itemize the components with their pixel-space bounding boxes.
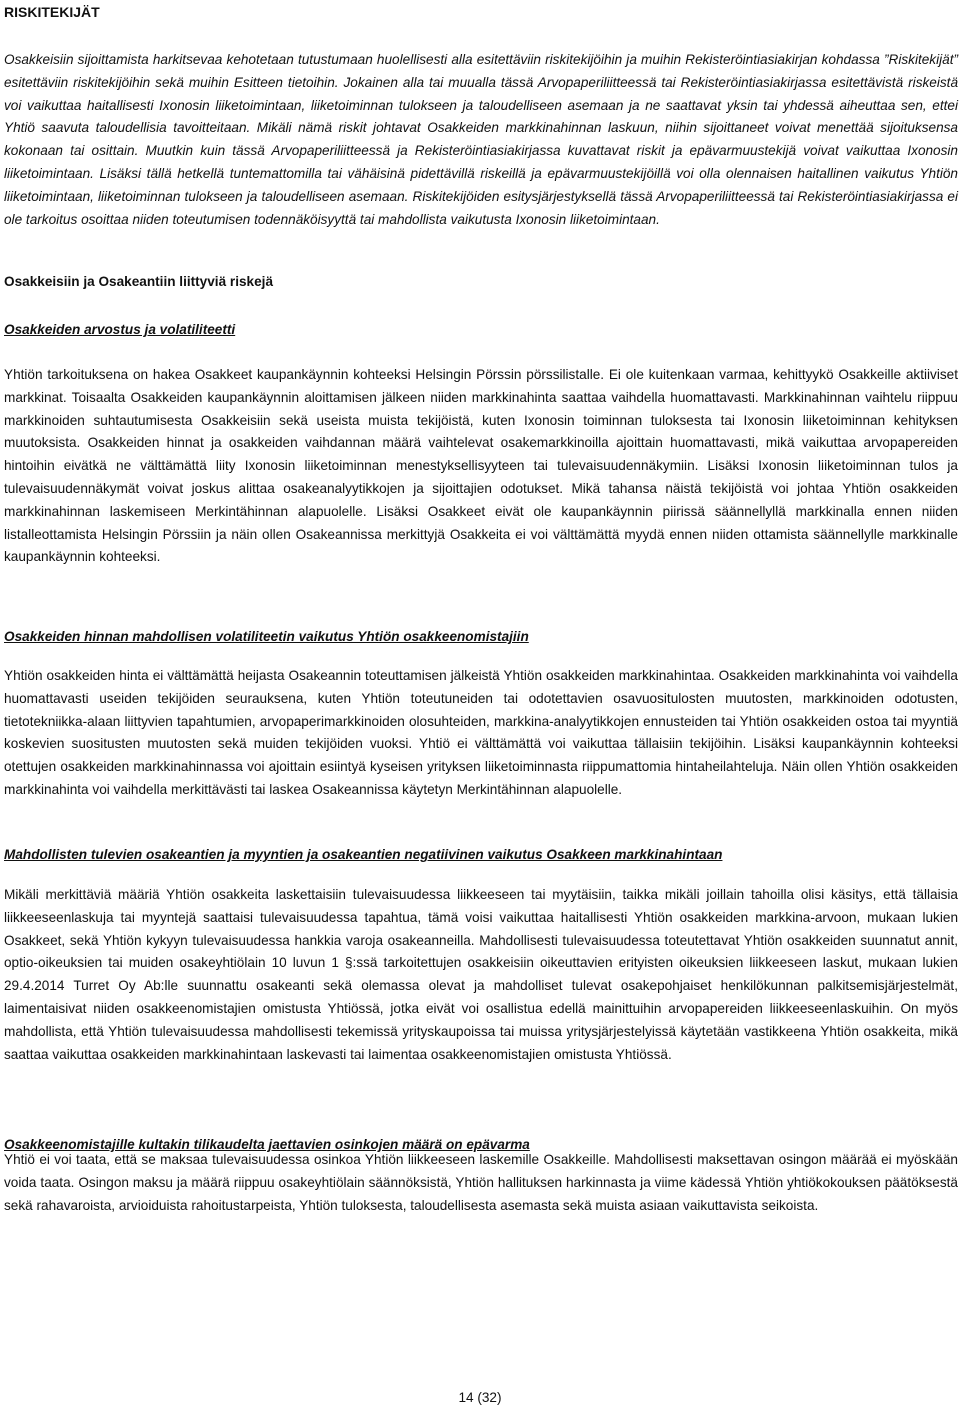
subsection-heading-valuation: Osakkeiden arvostus ja volatiliteetti [4,322,236,337]
subsection-heading-share-issues: Mahdollisten tulevien osakeantien ja myyntien ja osakeantien negatiivinen vaikutus Osakkeen markkinahintaan [4,847,723,862]
subsection-heading-volatility: Osakkeiden hinnan mahdollisen volatiliteetin vaikutus Yhtiön osakkeenomistajiin [4,629,529,644]
subsection-body-valuation: Yhtiön tarkoituksena on hakea Osakkeet kaupankäynnin kohteeksi Helsingin Pörssin pörssilistalle. Ei ole kuitenkaan varmaa, kehittyykö Osakkeille aktiiviset markkinat. Toisaalta Osakkeiden kaupankäynnin aloittamisen jälkeen niiden markkinahinta saattaa vaihdella huomattavasti. Markkinahinnan vaihtelu riippuu markkinoiden suhtautumisesta Osakkeisiin sekä useista muista tekijöistä, kuten Ixonosin toiminnan tuloksesta tai Ixonosin liiketoiminnan kehityksen muutoksista. Osakkeiden hinnat ja osakkeiden vaihdannan määrä vaihtelevat osakemarkkinoilla ajoittain huomattavasti, mikä vaikuttaa arvopapereiden hintoihin eivätkä ne välttämättä liity Ixonosin liiketoiminnan menestyksellisyyteen tai tulevaisuudennäkymiin. Lisäksi Ixonosin liiketoiminnan tulos ja tulevaisuudennäkymät voivat joskus alittaa osakeanalyytikkojen ja sijoittajien odotukset. Mikä tahansa näistä tekijöistä voi johtaa Yhtiön osakkeiden markkinahinnan laskemiseen Merkintähinnan alapuolelle. Lisäksi Osakkeet eivät ole kaupankäynnin piirissä säännellyllä markkinalla ennen niiden listalleottamista Helsingin Pörssiin ja näin ollen Osakeannissa merkittyjä Osakkeita ei voi välttämättä myydä ennen niiden ottamista säännellylle markkinalle kaupankäynnin kohteeksi. [4,367,958,565]
subsection-body-volatility: Yhtiön osakkeiden hinta ei välttämättä heijasta Osakeannin toteuttamisen jälkeistä Yhtiön osakkeiden markkinahintaa. Osakkeiden markkinahinta voi vaihdella huomattavasti useiden tekijöiden seurauksena, kuten Yhtiön toteutuneiden tai odotettavien osavuositulosten muutosten, markkinoiden odotusten, tietotekniikka-alaan liittyvien tapahtumien, arvopaperimarkkinoiden olosuhteiden, markkina-analyytikkojen ennusteiden tai Yhtiön osakkeiden ostoa tai myyntiä koskevien suositusten muutosten sekä muiden tekijöiden vuoksi. Yhtiö ei välttämättä voi vaikuttaa tällaisiin tekijöihin. Lisäksi kaupankäynnin kohteeksi otettujen osakkeiden markkinahinnassa voi ajoittain esiintyä kyseisen yrityksen liiketoiminnasta riippumattomia hintaheilahteluja. Näin ollen Yhtiön osakkeiden markkinahinta voi vaihdella merkittävästi tai laskea Osakeannissa käytetyn Merkintähinnan alapuolelle. [4,668,958,797]
subsection-heading-dividends: Osakkeenomistajille kultakin tilikaudelta jaettavien osinkojen määrä on epävarma [4,1137,530,1152]
document-page [4,0,958,1410]
subsection-body-share-issues: Mikäli merkittäviä määriä Yhtiön osakkeita laskettaisiin tulevaisuudessa liikkeeseen tai myytäisiin, taikka mikäli joillain tahoilla olisi käsitys, että tällaisia liikkeeseenlaskuja tai myyntejä saattaisi tulevaisuudessa tapahtua, tämä voisi vaikuttaa haitallisesti Yhtiön osakkeiden markkina-arvoon, mukaan lukien Osakkeet, sekä Yhtiön kykyyn tulevaisuudessa hankkia varoja osakeanneilla. Mahdollisesti tulevaisuudessa toteutettavat Yhtiön osakkeiden suunnatut annit, optio-oikeuksien tai muiden osakeyhtiölain 10 luvun 1 §:ssä tarkoitettujen osakkeisiin oikeuttavien erityisten oikeuksien liikkeeseen laskut, mukaan lukien 29.4.2014 Turret Oy Ab:lle suunnattu osakeanti sekä olemassa olevat ja mahdolliset tulevat osakepohjaiset henkilökunnan palkitsemisjärjestelmät, laimentaisivat niiden osakkeenomistajien omistusta Yhtiössä, jotka eivät voi osallistua edellä mainittuihin arvopapereiden liikkeeseenlaskuihin. On myös mahdollista, että Yhtiön tulevaisuudessa mahdollisesti tekemissä yrityskaupoissa tai muissa yritysjärjestelyissä käytetään vastikkeena Yhtiön osakkeita, mikä saattaa vaikuttaa osakkeiden markkinahintaan laskevasti tai laimentaa osakkeenomistajien omistusta Yhtiössä. [4,887,958,1062]
page-number: 14 (32) [458,1390,502,1405]
intro-paragraph: Osakkeisiin sijoittamista harkitsevaa kehotetaan tutustumaan huolellisesti alla esitettäviin riskitekijöihin ja muihin Rekisteröintiasiakirjan kohdassa ”Riskitekijät” esitettäviin riskitekijöihin sekä muihin Esitteen tietoihin. Jokainen alla tai muualla tässä Arvopaperiliitteessä tai Rekisteröintiasiakirjassa esitettävistä riskeistä voi vaikuttaa haitallisesti Ixonosin liiketoimintaan, liiketoiminnan tulokseen ja taloudelliseen asemaan ja ne saattavat yksin tai yhdessä aiheuttaa sen, ettei Yhtiö saavuta taloudellisia tavoitteitaan. Mikäli nämä riskit johtavat Osakkeiden markkinahinnan laskuun, niihin sijoittaneet voivat menettää sijoituksensa kokonaan tai osittain. Muutkin kuin tässä Arvopaperiliitteessä ja Rekisteröintiasiakirjassa kuvattavat riskit ja epävarmuustekijä voivat vaikuttaa Ixonosin liiketoimintaan. Lisäksi tällä hetkellä tuntemattomilla tai vähäisinä pidettävillä riskeillä ja epävarmuustekijöillä voi olla olennaisen haitallinen vaikutus Yhtiön liiketoimintaan, liiketoiminnan tulokseen ja taloudelliseen asemaan. Riskitekijöiden esitysjärjestyksellä tässä Arvopaperiliitteessä tai Rekisteröintiasiakirjassa ei ole tarkoitus osoittaa niiden toteutumisen todennäköisyyttä tai mahdollista vaikutusta Ixonosin liiketoimintaan. [4,52,958,227]
subsection-body-dividends: Yhtiö ei voi taata, että se maksaa tulevaisuudessa osinkoa Yhtiön liikkeeseen laskemille Osakkeille. Mahdollisesti maksettavan osingon määrää ei myöskään voida taata. Osingon maksu ja määrä riippuu osakeyhtiölain säännöksistä, Yhtiön hallituksen harkinnasta ja viime kädessä Yhtiön yhtiökokouksen päätöksestä sekä rahavaroista, arvioiduista rahoitustarpeista, Yhtiön tuloksesta, taloudellisesta asemasta sekä muista asiaan vaikuttavista seikoista. [4,1152,958,1213]
section-heading: Osakkeisiin ja Osakeantiin liittyviä riskejä [4,274,274,289]
page-title: RISKITEKIJÄT [4,4,100,20]
